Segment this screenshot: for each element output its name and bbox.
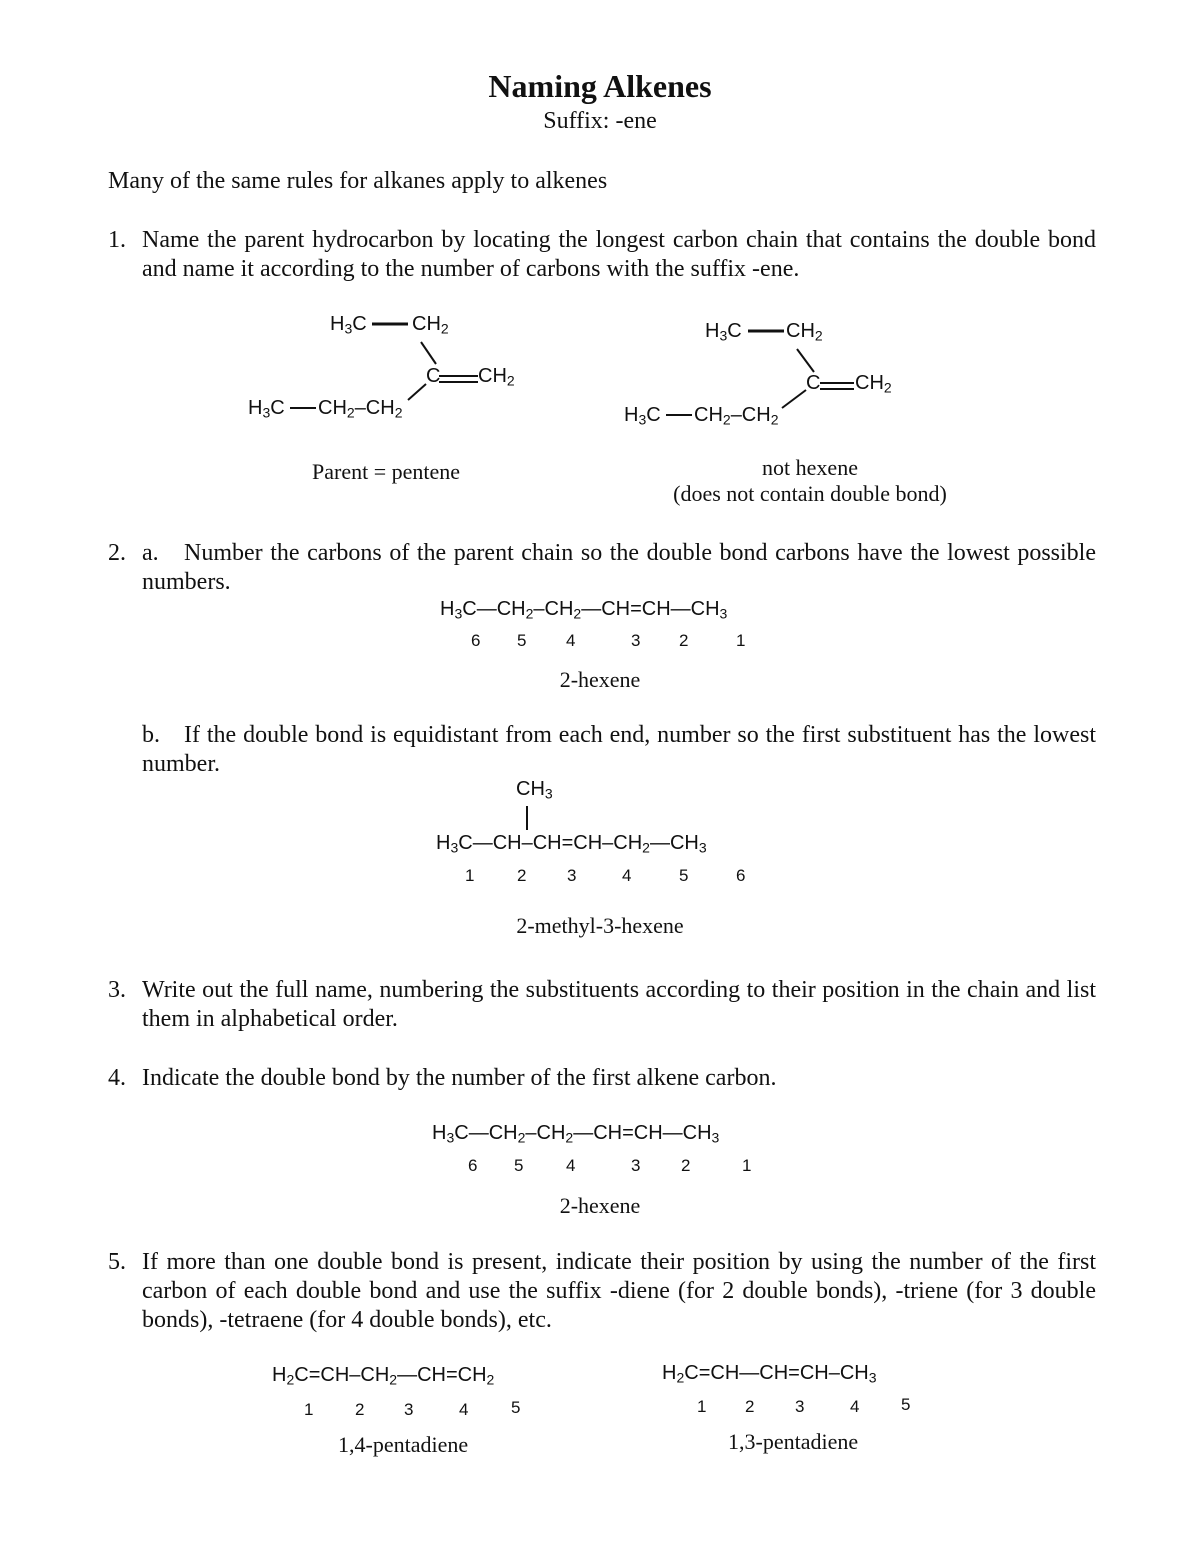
r4-name: 2-hexene: [559, 1193, 641, 1218]
rule-5-number: 5.: [108, 1249, 126, 1275]
r5-left-num-2: 2: [355, 1400, 365, 1419]
r2a-num-1: 6: [471, 631, 481, 650]
page-subtitle: Suffix: -ene: [543, 108, 657, 134]
r5-left-num-5: 5: [511, 1398, 521, 1417]
r4-num-5: 2: [681, 1156, 691, 1175]
r2b-sub-3: 3: [544, 785, 553, 802]
r5-left-num-1: 1: [304, 1400, 314, 1419]
r4-formula: $H_3C—CH_2-CH_2—CH=CH—CH_3$: [432, 1122, 720, 1146]
rule-4-number: 4.: [108, 1065, 126, 1091]
bond-r1r-diag: [782, 390, 806, 408]
r1-right-chain: $H_3C$: [624, 404, 661, 428]
r2a-formula: $H_3C—CH_2-CH_2—CH=CH—CH_3$: [440, 598, 728, 622]
bond-r1l-vert: [421, 342, 436, 364]
r5-right-num-1: 1: [697, 1397, 707, 1416]
r1-right-chain-2: $CH_2-CH_2$: [694, 404, 779, 428]
r1-left-ch2-right: $CH_2$: [478, 365, 515, 389]
rule-1-text: Name the parent hydrocarbon by locating the longest carbon chain that contains the double bond and name it according to the number of carbons with the suffix -ene.: [142, 227, 1096, 282]
r5-right-num-5: 5: [901, 1395, 911, 1414]
r1-left-chain-2: $CH_2-CH_2$: [318, 397, 403, 421]
r5-left-formula: $H_2C=CH-CH_2—CH=CH_2$: [272, 1364, 495, 1388]
r1-left-c: C: [426, 365, 441, 387]
rule-1-number: 1.: [108, 227, 126, 253]
r2b-num-1: 1: [465, 866, 475, 885]
r2a-num-2: 5: [517, 631, 527, 650]
rule-3-number: 3.: [108, 977, 126, 1003]
rule-2-number: 2.: [108, 540, 126, 566]
rule-2b-text: If the double bond is equidistant from each end, number so the first substituent has the lowest number.: [142, 722, 1096, 777]
r2a-name: 2-hexene: [559, 667, 641, 692]
r1-right-ch2-right: $CH_2$: [855, 372, 892, 396]
rule-4-text: Indicate the double bond by the number of the first alkene carbon.: [142, 1065, 777, 1091]
r1-right-ch2-top: $CH_2$: [786, 320, 823, 344]
page-title: Naming Alkenes: [488, 68, 712, 104]
rule-3-text: Write out the full name, numbering the substituents according to their position in the chain and list them in alphabetical order.: [142, 977, 1096, 1032]
r2b-name: 2-methyl-3-hexene: [516, 913, 684, 938]
rule-2a-text: Number the carbons of the parent chain so the double bond carbons have the lowest possible numbers.: [142, 540, 1096, 595]
r1-left-caption: Parent = pentene: [312, 459, 461, 484]
r2b-num-5: 5: [679, 866, 689, 885]
r2b-num-2: 2: [517, 866, 527, 885]
r2b-num-6: 6: [736, 866, 746, 885]
r1-left-ch2-top: $CH_2$: [412, 313, 449, 337]
r2b-num-4: 4: [622, 866, 632, 885]
r2a-num-6: 1: [736, 631, 746, 650]
rule-2a-label: a.: [142, 540, 159, 566]
bond-r1l-diag: [408, 384, 426, 400]
bond-r1r-vert: [797, 349, 814, 372]
intro-text: Many of the same rules for alkanes apply to alkenes: [108, 168, 608, 194]
r5-left-num-4: 4: [459, 1400, 469, 1419]
r1-right-ch3-top: $H_3C$: [705, 320, 742, 344]
r4-num-6: 1: [742, 1156, 752, 1175]
r5-left-name: 1,4-pentadiene: [338, 1432, 469, 1457]
r2a-num-3: 4: [566, 631, 576, 650]
r5-right-name: 1,3-pentadiene: [728, 1429, 859, 1454]
r1-right-c: C: [806, 372, 821, 394]
r4-num-3: 4: [566, 1156, 576, 1175]
r1-left-ch3-top: $H_3C$: [330, 313, 367, 337]
r1-right-caption-2: (does not contain double bond): [673, 481, 947, 506]
r2b-sub-ch: CH: [516, 778, 545, 800]
r2b-num-3: 3: [567, 866, 577, 885]
rule-2b-label: b.: [142, 722, 160, 748]
r4-num-1: 6: [468, 1156, 478, 1175]
rule-5-text: If more than one double bond is present, indicate their position by using the number of the first carbon of each double bond and use the suffix -diene (for 2 double bonds), -triene (for 3 double bonds), -tetraene (for 4 double bonds), etc.: [142, 1249, 1096, 1333]
r1-left-chain: $H_3C$: [248, 397, 285, 421]
r5-right-formula: $H_2C=CH—CH=CH-CH_3$: [662, 1362, 877, 1386]
r4-num-4: 3: [631, 1156, 641, 1175]
r5-right-num-2: 2: [745, 1397, 755, 1416]
r2a-num-5: 2: [679, 631, 689, 650]
r4-num-2: 5: [514, 1156, 524, 1175]
r5-right-num-4: 4: [850, 1397, 860, 1416]
r2a-num-4: 3: [631, 631, 641, 650]
r1-right-caption-1: not hexene: [762, 455, 858, 480]
r2b-formula: $H_3C—CH-CH=CH-CH_2—CH_3$: [436, 832, 707, 856]
r5-left-num-3: 3: [404, 1400, 414, 1419]
r5-right-num-3: 3: [795, 1397, 805, 1416]
